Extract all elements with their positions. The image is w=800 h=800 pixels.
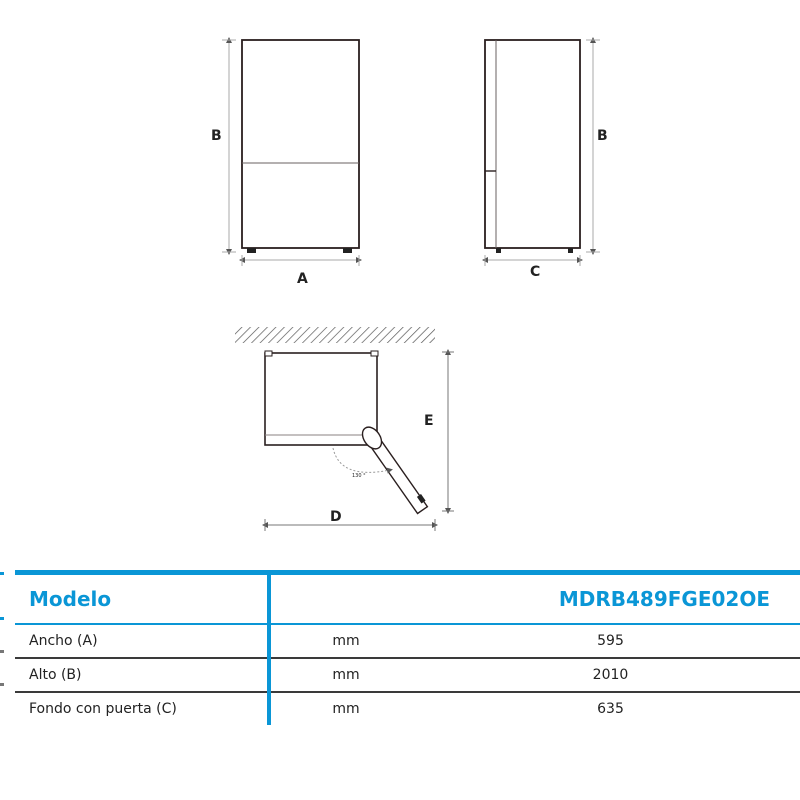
- row-label: Alto (B): [15, 658, 269, 692]
- top-view: [235, 327, 454, 531]
- table-row: [15, 658, 800, 692]
- header-model-code: MDRB489FGE02OE: [421, 573, 800, 625]
- header-model-label: Modelo: [15, 573, 269, 625]
- row-unit: mm: [269, 658, 421, 692]
- front-view: [211, 40, 359, 287]
- dim-label-b-front: B: [211, 128, 222, 144]
- row-label: Fondo con puerta (C): [15, 692, 269, 725]
- dim-label-e: E: [424, 413, 434, 429]
- row-unit: mm: [332, 701, 360, 717]
- dim-label-a: A: [297, 271, 308, 287]
- side-view: [485, 40, 608, 280]
- dim-label-b-side: B: [597, 128, 608, 144]
- left-edge-marks: [0, 570, 4, 720]
- row-label: Ancho (A): [15, 624, 269, 658]
- table-row: [15, 692, 800, 725]
- spec-table-wrap: [15, 570, 800, 725]
- table-row: [15, 624, 800, 658]
- header-unit: [269, 573, 421, 625]
- dim-label-c: C: [530, 264, 541, 280]
- row-value: 595: [421, 624, 800, 658]
- row-unit: mm: [269, 624, 421, 658]
- door-angle-label: 130 °: [352, 473, 366, 479]
- dim-label-d: D: [330, 509, 342, 525]
- row-value: 2010: [421, 658, 800, 692]
- table-header-row: [15, 573, 800, 625]
- row-value: 635: [597, 701, 624, 717]
- spec-table: [15, 570, 800, 725]
